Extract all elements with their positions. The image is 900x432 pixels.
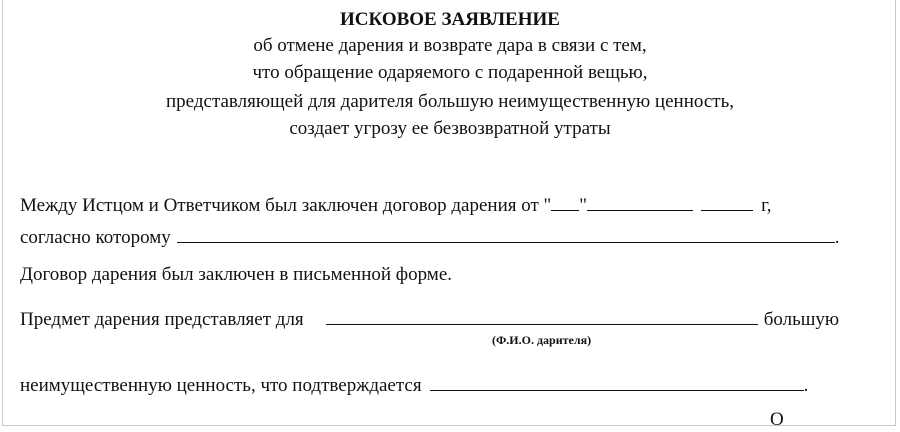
subtitle-line-1: об отмене дарения и возврате дара в связи с тем,	[253, 35, 647, 56]
date-year-blank[interactable]	[701, 194, 753, 211]
year-suffix: г,	[761, 195, 772, 216]
confirmation-blank[interactable]	[430, 374, 804, 391]
contract-date-text: Между Истцом и Ответчиком был заключен договор дарения от "	[20, 195, 552, 216]
subtitle-line-4: создает угрозу ее безвозвратной утраты	[289, 118, 611, 139]
according-line	[20, 226, 840, 250]
according-end: .	[834, 227, 840, 248]
next-line-fragment: О	[770, 409, 784, 430]
confirmation-end: .	[803, 375, 809, 396]
subject-text: Предмет дарения представляет для	[20, 309, 304, 330]
subtitle-line-3: представляющей для дарителя большую неимущественную ценность,	[166, 91, 734, 112]
donor-name-blank[interactable]	[326, 308, 758, 325]
subject-end: большую	[763, 309, 840, 330]
donor-name-hint: (Ф.И.О. дарителя)	[492, 333, 592, 347]
subject-line	[20, 308, 839, 332]
document-title: ИСКОВОЕ ЗАЯВЛЕНИЕ	[340, 9, 560, 30]
date-quote-close: "	[579, 195, 588, 216]
confirmation-text: неимущественную ценность, что подтверждается	[20, 375, 422, 396]
written-form-line: Договор дарения был заключен в письменной форме.	[20, 264, 453, 285]
contract-date-line	[20, 194, 771, 218]
confirmation-line	[20, 374, 808, 398]
contract-terms-blank[interactable]	[177, 226, 835, 243]
subtitle-line-2: что обращение одаряемого с подаренной вещью,	[252, 62, 648, 83]
date-month-blank[interactable]	[587, 194, 693, 211]
according-text: согласно которому	[20, 227, 171, 248]
date-day-blank[interactable]	[551, 194, 579, 211]
